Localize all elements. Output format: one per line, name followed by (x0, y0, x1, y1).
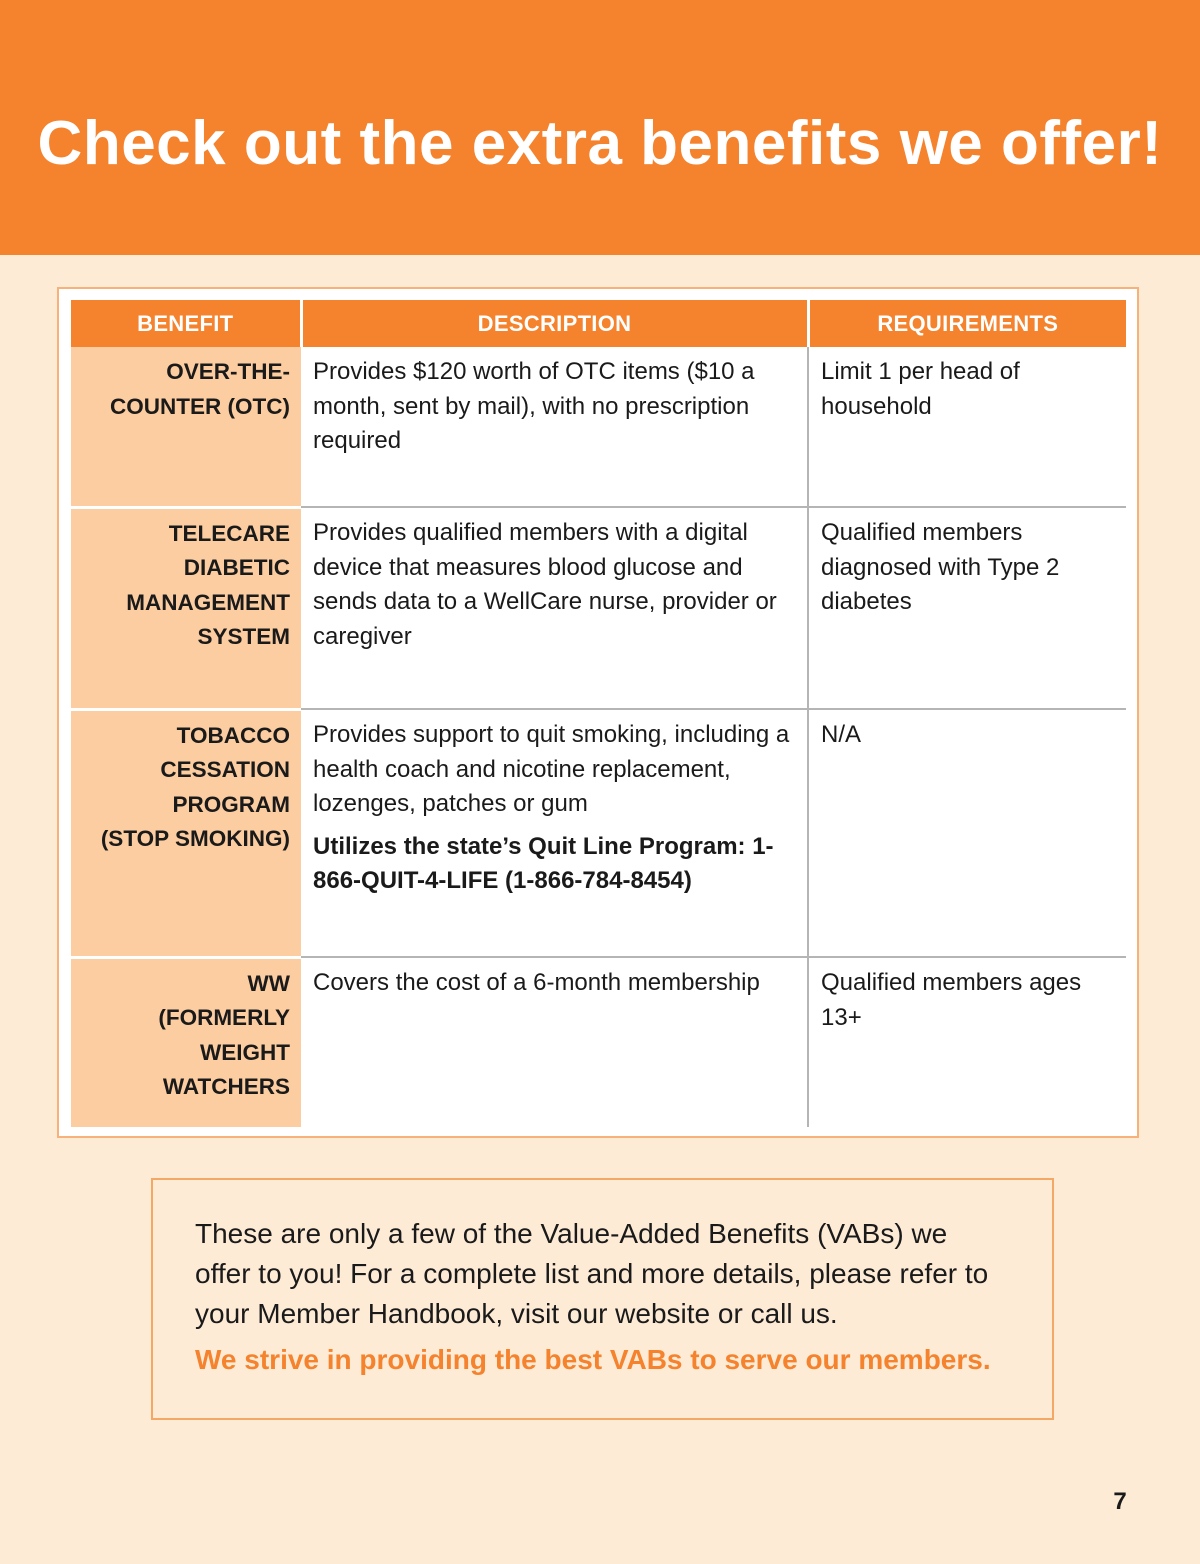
benefit-name-line: TOBACCO (176, 722, 290, 748)
requirements-cell: N/A (808, 709, 1126, 957)
benefit-cell (71, 347, 301, 507)
vab-highlight-text: We strive in providing the best VABs to serve our members. (195, 1344, 991, 1375)
description-cell (301, 709, 808, 957)
table-row (71, 507, 1126, 709)
column-header-benefit: BENEFIT (71, 300, 301, 347)
benefit-name-line: TELECARE (168, 520, 290, 546)
description-cell: Provides $120 worth of OTC items ($10 a month, sent by mail), with no prescription required (301, 347, 808, 507)
requirements-cell: Limit 1 per head of household (821, 358, 1020, 420)
benefit-name-line: MANAGEMENT (126, 589, 290, 615)
requirements-cell: Qualified members diagnosed with Type 2 diabetes (808, 507, 1126, 709)
benefit-name-line: (FORMERLY (158, 1005, 290, 1030)
benefit-name-line: WATCHERS (162, 1074, 290, 1099)
benefit-name-line: PROGRAM (172, 791, 290, 817)
table-row (71, 347, 1126, 507)
description-cell: Provides qualified members with a digital device that measures blood glucose and sends data to a WellCare nurse, provider or caregiver (301, 507, 808, 709)
column-header-description: DESCRIPTION (301, 300, 808, 347)
benefit-name-line: SYSTEM (197, 624, 290, 649)
benefit-name-line: CESSATION (160, 757, 290, 782)
table-row (71, 957, 1126, 1127)
description-text: Provides support to quit smoking, including a health coach and nicotine replacement, lozenges, patches or gum (313, 721, 790, 817)
table-header-row (71, 300, 1126, 347)
benefit-name-line: WEIGHT (200, 1039, 290, 1065)
quit-line-note: Utilizes the state’s Quit Line Program: 1-866-QUIT-4-LIFE (1-866-784-8454) (313, 832, 774, 894)
table-row (71, 709, 1126, 957)
benefit-name-line: DIABETIC (183, 555, 290, 580)
benefit-cell (71, 957, 301, 1127)
vab-info-box (151, 1178, 1054, 1420)
page-title: Check out the extra benefits we offer! (37, 109, 1163, 178)
page-number: 7 (1113, 1488, 1127, 1515)
benefits-table (71, 300, 1126, 1127)
benefit-name-line: OVER-THE- (166, 359, 290, 384)
column-header-requirements: REQUIREMENTS (808, 300, 1126, 347)
benefit-cell (71, 507, 301, 709)
benefit-name-line: (STOP SMOKING) (100, 826, 290, 851)
vab-info-text: These are only a few of the Value-Added Benefits (VABs) we offer to you! For a complete list and more details, please refer to your Member Handbook, visit our website or call us. (195, 1218, 989, 1329)
benefit-name-line: COUNTER (OTC) (110, 393, 290, 419)
requirements-cell: Qualified members ages 13+ (808, 957, 1126, 1127)
benefit-cell (71, 709, 301, 957)
benefit-name-line: WW (247, 970, 290, 996)
description-cell: Covers the cost of a 6-month membership (301, 957, 808, 1127)
